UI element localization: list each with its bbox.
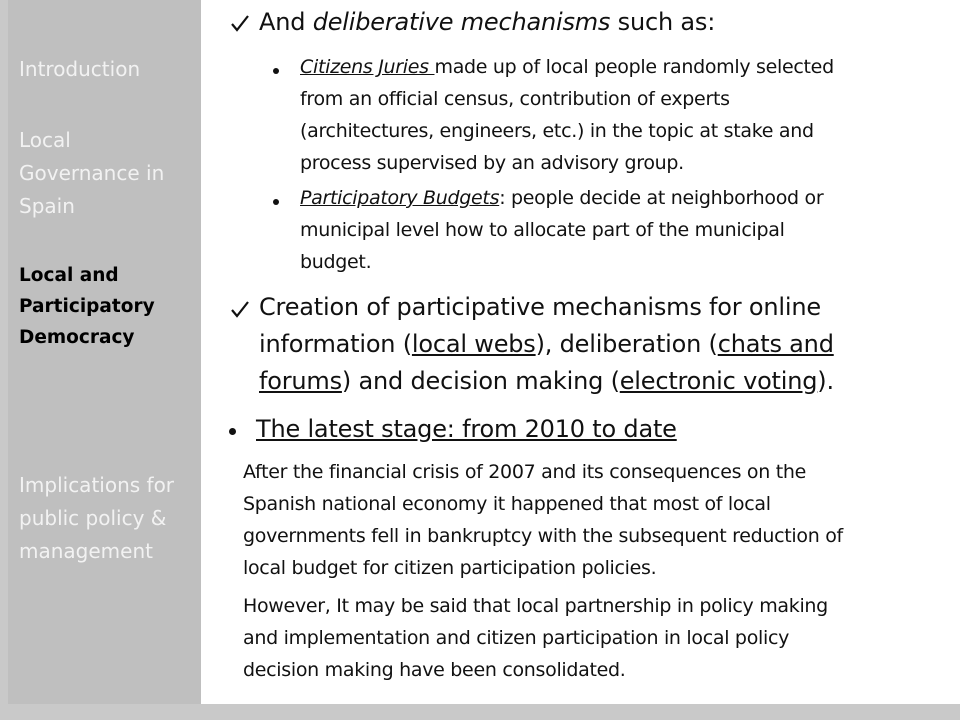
sidebar-item-label: Local and [19, 265, 119, 286]
juries-line-3: (architectures, engineers, etc.) in the topic at stake and [300, 120, 814, 142]
sidebar-item-label: Governance in [19, 161, 165, 185]
online-line-1: Creation of participative mechanisms for online [259, 293, 821, 321]
sidebar-item-label: Spain [19, 194, 75, 218]
sidebar-item-label: Democracy [19, 327, 135, 348]
sidebar-item-label: public policy & [19, 506, 167, 530]
checkmark-icon [229, 298, 251, 320]
online-line-2: information (local webs), deliberation (chats and [259, 330, 834, 358]
paragraph-1-line: local budget for citizen participation policies. [243, 557, 657, 579]
latest-stage-heading: The latest stage: from 2010 to date [256, 415, 677, 443]
budgets-line-2: municipal level how to allocate part of the municipal [300, 219, 785, 241]
sidebar [8, 0, 201, 704]
paragraph-1-line: Spanish national economy it happened that most of local [243, 493, 771, 515]
paragraph-2-line: decision making have been consolidated. [243, 659, 626, 681]
sidebar-item-label: management [19, 539, 153, 563]
online-line-3: forums) and decision making (electronic voting). [259, 367, 834, 395]
deliberative-heading: And deliberative mechanisms such as: [259, 8, 716, 36]
juries-line-1: Citizens Juries made up of local people randomly selected [300, 56, 834, 78]
sidebar-item-label: Implications for [19, 473, 175, 497]
sidebar-item-label: Participatory [19, 296, 155, 317]
paragraph-1-line: governments fell in bankruptcy with the subsequent reduction of [243, 525, 843, 547]
slide-content [201, 0, 960, 704]
bullet-icon [273, 199, 279, 205]
checkmark-icon [229, 12, 251, 34]
paragraph-2-line: and implementation and citizen participation in local policy [243, 627, 790, 649]
juries-line-2: from an official census, contribution of experts [300, 88, 730, 110]
sidebar-item-introduction[interactable]: Introduction [19, 57, 141, 81]
sidebar-item-label: Local [19, 128, 71, 152]
paragraph-1-line: After the financial crisis of 2007 and its consequences on the [243, 461, 807, 483]
paragraph-2-line: However, It may be said that local partnership in policy making [243, 595, 828, 617]
sidebar-item-local-governance[interactable] [19, 124, 199, 223]
budgets-line-3: budget. [300, 251, 372, 273]
sidebar-item-participatory-democracy[interactable] [19, 260, 199, 353]
bullet-icon [229, 428, 236, 435]
budgets-line-1: Participatory Budgets: people decide at neighborhood or [300, 187, 824, 209]
bottom-bar [0, 704, 960, 720]
juries-line-4: process supervised by an advisory group. [300, 152, 684, 174]
sidebar-item-implications[interactable] [19, 469, 199, 568]
bullet-icon [273, 68, 279, 74]
